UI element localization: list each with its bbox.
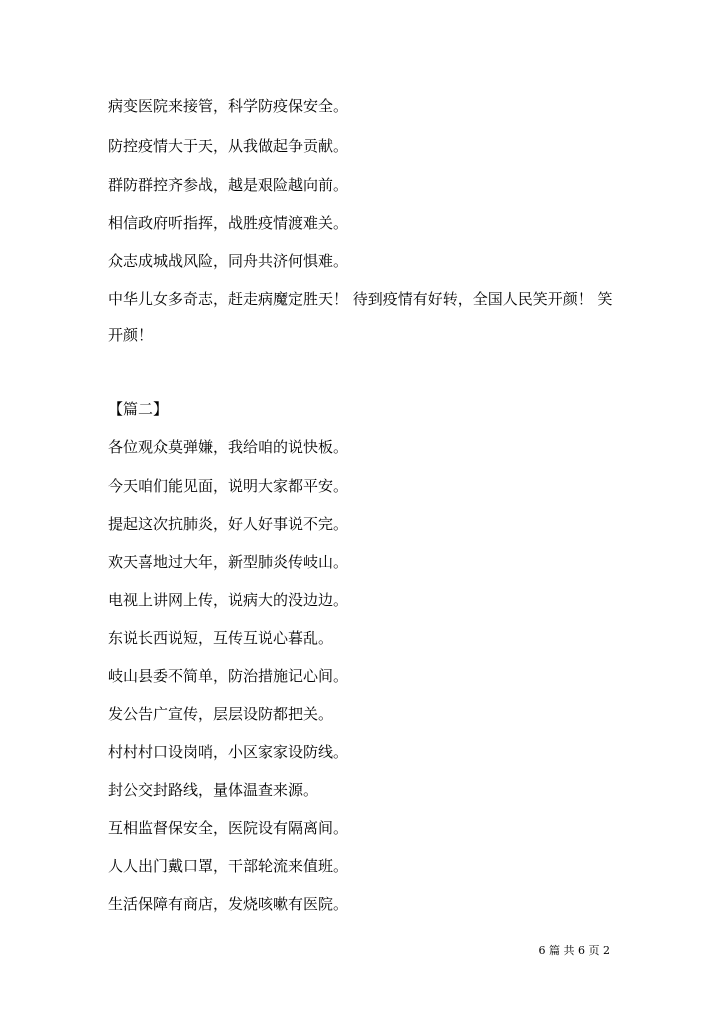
poem-line: 相信政府听指挥，战胜疫情渡难关。 <box>108 214 349 232</box>
poem-line: 中华儿女多奇志，赶走病魔定胜天！ 待到疫情有好转，全国人民笑开颜！ 笑开颜！ <box>108 290 613 344</box>
poem-line: 病变医院来接管，科学防疫保安全。 <box>108 97 349 115</box>
poem-line: 生活保障有商店，发烧咳嗽有医院。 <box>108 895 349 913</box>
poem-line: 发公告广宣传，层层设防都把关。 <box>108 705 334 723</box>
poem-line: 防控疫情大于天，从我做起争贡献。 <box>108 137 349 155</box>
poem-line: 岐山县委不简单，防治措施记心间。 <box>108 667 349 685</box>
poem-line: 东说长西说短，互传互说心暮乱。 <box>108 629 334 647</box>
poem-line: 村村村口设岗哨，小区家家设防线。 <box>108 743 349 761</box>
poem-line: 人人出门戴口罩，干部轮流来值班。 <box>108 857 349 875</box>
poem-line: 电视上讲网上传，说病大的没边边。 <box>108 591 349 609</box>
section-heading: 【篇二】 <box>108 400 169 418</box>
poem-line: 各位观众莫弹嫌，我给咱的说快板。 <box>108 438 349 456</box>
page-number-footer: 6 篇 共 6 页 2 <box>538 944 610 957</box>
poem-line: 今天咱们能见面，说明大家都平安。 <box>108 477 349 495</box>
poem-line: 群防群控齐参战，越是艰险越向前。 <box>108 176 349 194</box>
poem-line: 互相监督保安全，医院设有隔离间。 <box>108 819 349 837</box>
poem-line: 众志成城战风险，同舟共济何惧难。 <box>108 252 349 270</box>
poem-line: 提起这次抗肺炎，好人好事说不完。 <box>108 515 349 533</box>
poem-line: 欢天喜地过大年，新型肺炎传岐山。 <box>108 553 349 571</box>
poem-line: 封公交封路线，量体温查来源。 <box>108 781 319 799</box>
